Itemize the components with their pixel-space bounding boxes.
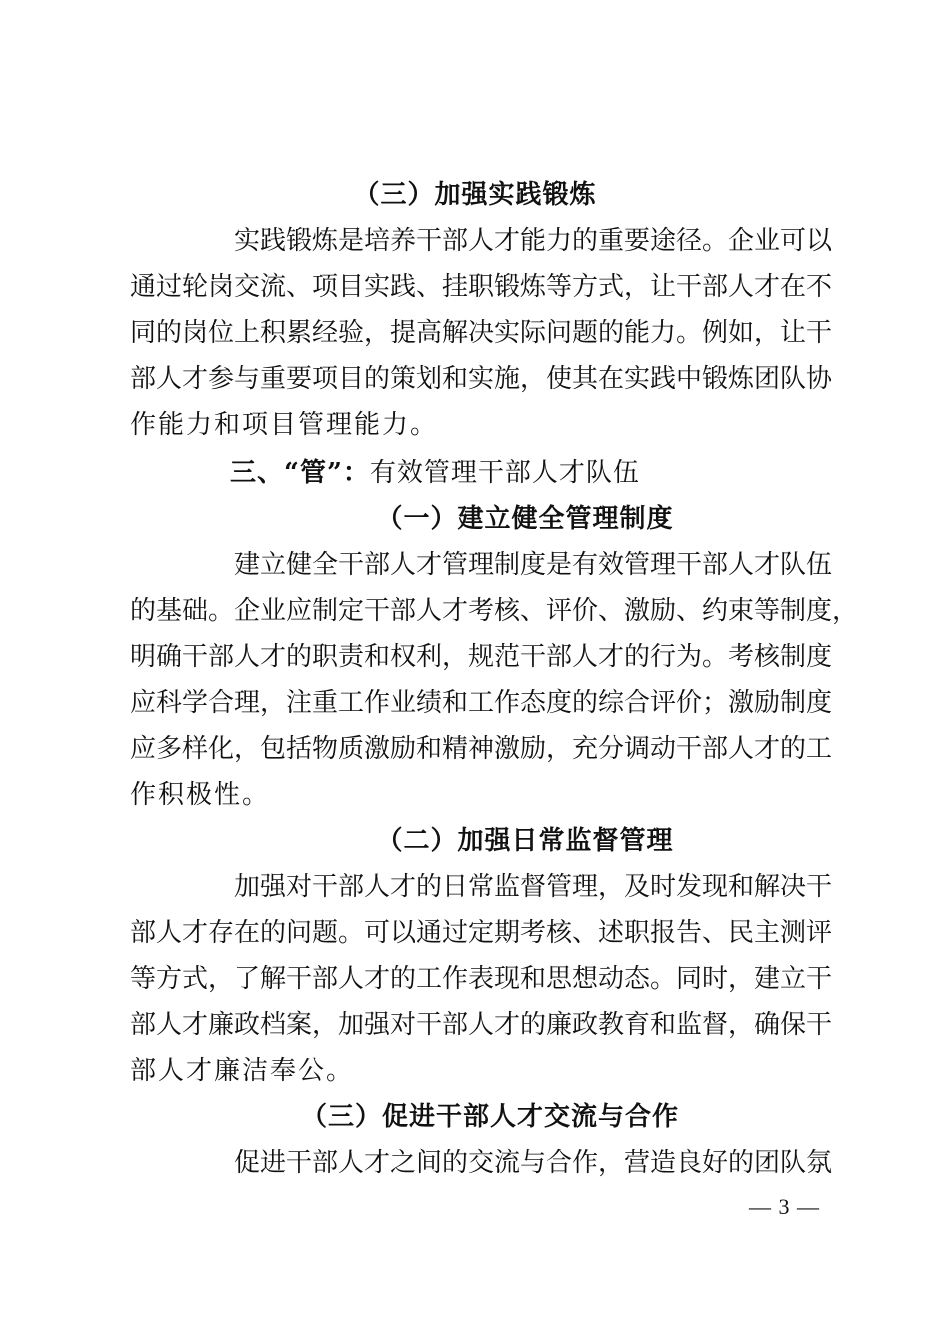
section-heading-prefix: 三、“管”： xyxy=(230,458,370,488)
paragraph-line: 作积极性。 xyxy=(130,780,271,810)
subheading-exchange: （三）促进干部人才交流与合作 xyxy=(300,1102,679,1132)
paragraph-line: 等方式，了解干部人才的工作表现和思想动态。同时，建立干 xyxy=(130,964,833,994)
paragraph-line: 促进干部人才之间的交流与合作，营造良好的团队氛 xyxy=(234,1148,833,1178)
paragraph-line: 的基础。企业应制定干部人才考核、评价、激励、约束等制度， xyxy=(130,596,859,626)
paragraph-line: 建立健全干部人才管理制度是有效管理干部人才队伍 xyxy=(234,550,833,580)
page-number: — 3 — xyxy=(749,1194,820,1219)
paragraph-line: 通过轮岗交流、项目实践、挂职锻炼等方式，让干部人才在不 xyxy=(130,272,833,302)
paragraph-line: 部人才参与重要项目的策划和实施，使其在实践中锻炼团队协 xyxy=(130,364,833,394)
paragraph-line: 同的岗位上积累经验，提高解决实际问题的能力。例如，让干 xyxy=(130,318,833,348)
paragraph-line: 应科学合理，注重工作业绩和工作态度的综合评价；激励制度 xyxy=(130,688,833,718)
paragraph-line: 作能力和项目管理能力。 xyxy=(130,410,439,440)
section-heading-manage xyxy=(230,450,820,496)
subheading-supervision: （二）加强日常监督管理 xyxy=(376,826,674,856)
subheading-system: （一）建立健全管理制度 xyxy=(376,504,674,534)
subheading-practice: （三）加强实践锻炼 xyxy=(353,180,597,210)
paragraph-line: 部人才存在的问题。可以通过定期考核、述职报告、民主测评 xyxy=(130,918,833,948)
paragraph-line: 应多样化，包括物质激励和精神激励，充分调动干部人才的工 xyxy=(130,734,833,764)
paragraph-line: 加强对干部人才的日常监督管理，及时发现和解决干 xyxy=(234,872,833,902)
section-heading-title: 有效管理干部人才队伍 xyxy=(369,458,640,488)
paragraph-line: 部人才廉洁奉公。 xyxy=(130,1056,355,1086)
paragraph-line: 实践锻炼是培养干部人才能力的重要途径。企业可以 xyxy=(234,226,833,256)
paragraph-line: 部人才廉政档案，加强对干部人才的廉政教育和监督，确保干 xyxy=(130,1010,833,1040)
paragraph-line: 明确干部人才的职责和权利，规范干部人才的行为。考核制度 xyxy=(130,642,833,672)
